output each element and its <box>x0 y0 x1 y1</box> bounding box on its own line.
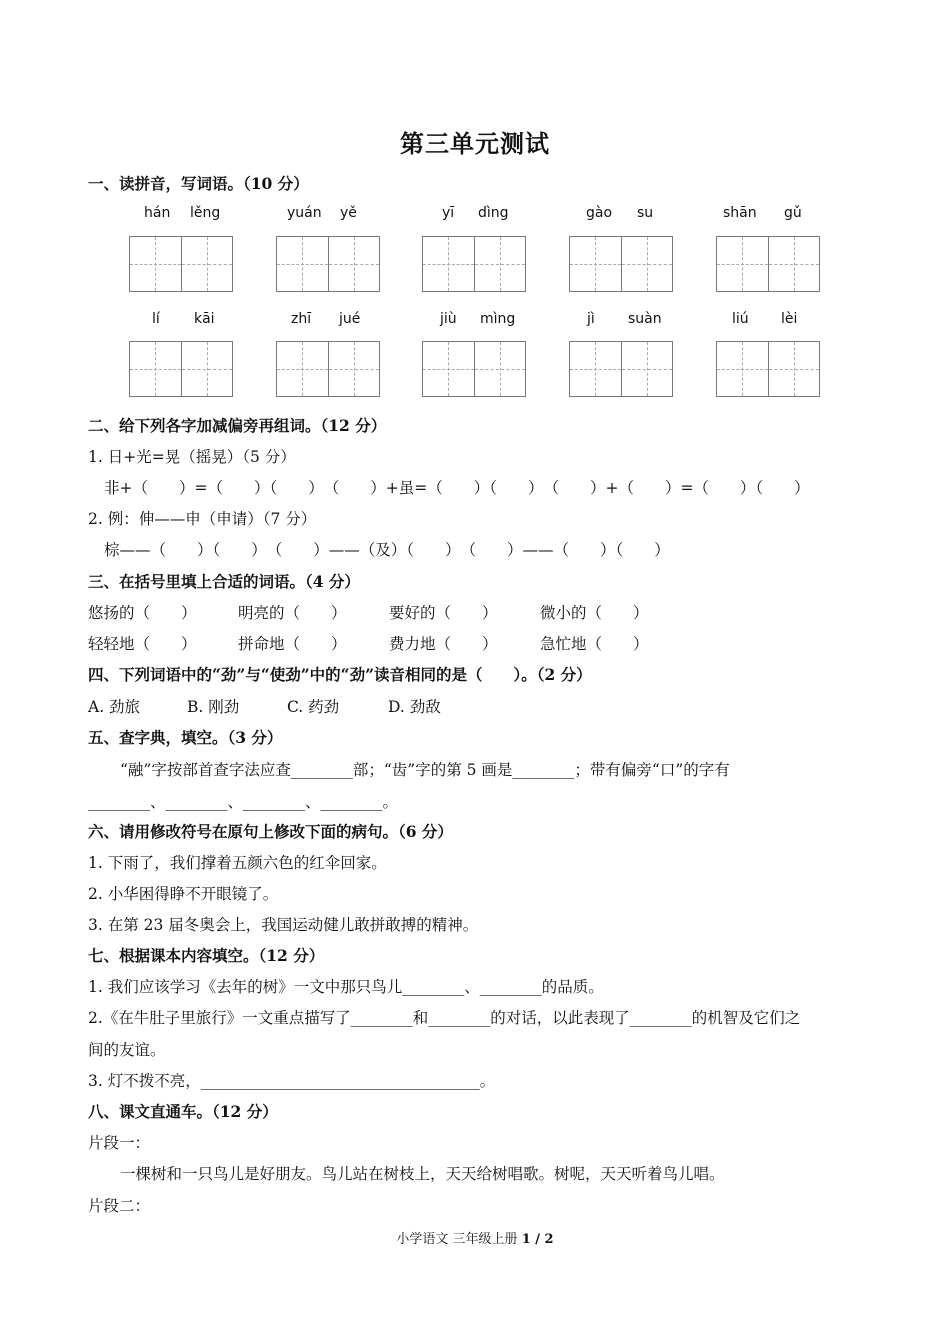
fill-item: 费力地（ ） <box>389 635 498 653</box>
answer-line: ________、________、________、________。 <box>88 793 399 811</box>
writing-grid[interactable] <box>422 341 526 397</box>
option-b: B. 刚劲 <box>187 698 240 716</box>
pinyin: dìng <box>478 205 509 221</box>
section-6-heading: 六、请用修改符号在原句上修改下面的病句。（6 分） <box>88 822 453 841</box>
question-line: “融”字按部首查字法应查________部；“齿”字的第 5 画是________；带有偏旁“口”的字有 <box>120 761 730 779</box>
pinyin: jì <box>587 311 595 327</box>
answer-line: 非+（ ）=（ ）（ ） （ ）+虽=（ ）（ ） （ ）+（ ）=（ ）（ ） <box>104 479 810 497</box>
section-3-heading: 三、在括号里填上合适的词语。（4 分） <box>88 572 360 591</box>
fill-item: 轻轻地（ ） <box>88 635 197 653</box>
answer-line: 棕——（ ）（ ） （ ）——（及）（ ） （ ）——（ ）（ ） <box>104 541 670 559</box>
pinyin: liú <box>732 311 749 327</box>
section-5-heading: 五、查字典，填空。（3 分） <box>88 728 283 747</box>
fill-item: 悠扬的（ ） <box>88 604 197 622</box>
question-line: 2.《在牛肚子里旅行》一文重点描写了________和________的对话，以此表现了________的机智及它们之 <box>88 1009 801 1027</box>
fill-item: 拼命地（ ） <box>238 635 347 653</box>
option-a: A. 劲旅 <box>88 698 141 716</box>
pinyin: su <box>637 205 654 221</box>
sentence-item: 2. 小华困得睁不开眼镜了。 <box>88 885 279 903</box>
pinyin: gào <box>586 205 613 221</box>
writing-grid[interactable] <box>129 236 233 292</box>
pinyin: suàn <box>628 311 662 327</box>
pinyin: gǔ <box>784 205 802 221</box>
pinyin: shān <box>723 205 757 221</box>
passage-text: 一棵树和一只鸟儿是好朋友。鸟儿站在树枝上，天天给树唱歌。树呢，天天听着鸟儿唱。 <box>120 1165 725 1183</box>
page-footer <box>0 1228 950 1247</box>
writing-grid[interactable] <box>276 341 380 397</box>
question-line: 3. 灯不拨不亮，____________________________________。 <box>88 1072 496 1090</box>
writing-grid[interactable] <box>569 236 673 292</box>
writing-grid[interactable] <box>422 236 526 292</box>
pinyin: lěng <box>190 205 221 221</box>
fill-item: 急忙地（ ） <box>540 635 649 653</box>
option-d: D. 劲敌 <box>388 698 441 716</box>
sentence-item: 1. 下雨了，我们撑着五颜六色的红伞回家。 <box>88 854 387 872</box>
question-line: 1. 日+光=晃（摇晃）（5 分） <box>88 448 296 466</box>
section-2-heading: 二、给下列各字加减偏旁再组词。（12 分） <box>88 416 387 435</box>
question-line: 1. 我们应该学习《去年的树》一文中那只鸟儿________、________的品质。 <box>88 978 604 996</box>
writing-grid[interactable] <box>276 236 380 292</box>
pinyin: yě <box>340 205 357 221</box>
fill-item: 微小的（ ） <box>540 604 649 622</box>
footer-text: 小学语文 三年级上册 <box>396 1232 518 1247</box>
pinyin: lèi <box>781 311 798 327</box>
writing-grid[interactable] <box>129 341 233 397</box>
writing-grid[interactable] <box>569 341 673 397</box>
page-number: 1 / 2 <box>521 1232 554 1247</box>
pinyin: jué <box>339 311 361 327</box>
writing-grid[interactable] <box>716 341 820 397</box>
section-8-heading: 八、课文直通车。（12 分） <box>88 1102 278 1121</box>
pinyin: yī <box>442 205 455 221</box>
sentence-item: 3. 在第 23 届冬奥会上，我国运动健儿敢拼敢搏的精神。 <box>88 916 479 934</box>
section-4-heading: 四、下列词语中的“劲”与“使劲”中的“劲”读音相同的是（ ）。（2 分） <box>88 665 592 684</box>
option-c: C. 药劲 <box>287 698 340 716</box>
pinyin: zhī <box>291 311 312 327</box>
pinyin: yuán <box>287 205 322 221</box>
question-line: 2. 例：伸——申（申请）（7 分） <box>88 510 317 528</box>
pinyin: kāi <box>194 311 215 327</box>
page-title: 第三单元测试 <box>400 129 550 158</box>
pinyin: lí <box>152 311 160 327</box>
section-7-heading: 七、根据课本内容填空。（12 分） <box>88 946 325 965</box>
passage-label: 片段二： <box>88 1197 151 1215</box>
writing-grid[interactable] <box>716 236 820 292</box>
pinyin: jiù <box>440 311 457 327</box>
question-line: 间的友谊。 <box>88 1041 166 1059</box>
section-1-heading: 一、读拼音，写词语。（10 分） <box>88 174 309 193</box>
fill-item: 明亮的（ ） <box>238 604 347 622</box>
fill-item: 要好的（ ） <box>389 604 498 622</box>
pinyin: mìng <box>480 311 516 327</box>
passage-label: 片段一： <box>88 1134 151 1152</box>
pinyin: hán <box>144 205 171 221</box>
